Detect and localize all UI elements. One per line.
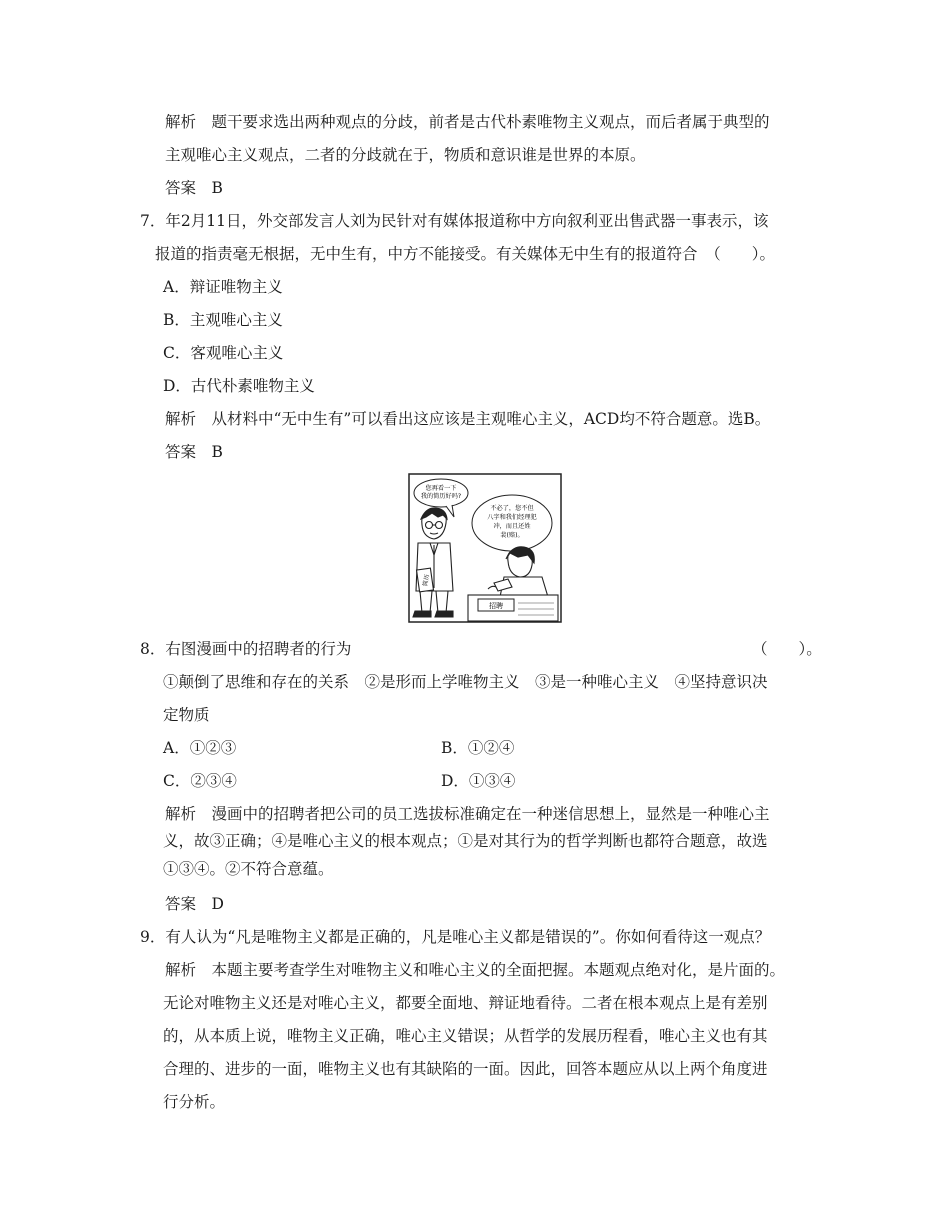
bubble-left-line-2: 我的简历好吗? (420, 493, 462, 500)
q9-analysis-line-5: 行分析。 (163, 1093, 226, 1111)
q6-analysis-line-1: 解析 题干要求选出两种观点的分歧，前者是古代朴素唯物主义观点，而后者属于典型的 (165, 113, 770, 131)
q7-option-d: D．古代朴素唯物主义 (163, 377, 315, 395)
q7-option-a: A．辩证唯物主义 (163, 278, 283, 296)
q7-stem-line-1: 7．年2月11日，外交部发言人刘为民针对有媒体报道称中方向叙利亚出售武器一事表示，该 (140, 212, 769, 230)
bubble-right-line-3: 冲，而且还姓 (493, 523, 531, 530)
q9-analysis-line-1: 解析 本题主要考查学生对唯物主义和唯心主义的全面把握。本题观点绝对化，是片面的。 (165, 961, 786, 979)
q8-option-a: A．①②③ (163, 739, 237, 757)
q8-items-line-1: ①颠倒了思维和存在的关系 ②是形而上学唯物主义 ③是一种唯心主义 ④坚持意识决 (163, 673, 768, 691)
recruiter-cartoon (408, 473, 562, 623)
desk-sign-label: 招聘 (489, 602, 503, 610)
q7-option-c: C．客观唯心主义 (163, 344, 284, 362)
q8-items-line-2: 定物质 (163, 706, 210, 724)
q7-answer: 答案 B (165, 443, 223, 461)
bubble-right-line-2: 八字和我们经理犯 (487, 514, 537, 521)
q8-answer-bracket: （ ）。 (752, 640, 822, 658)
q8-option-c: C．②③④ (163, 772, 237, 790)
q6-analysis-line-2: 主观唯心主义观点，二者的分歧就在于，物质和意识谁是世界的本原。 (165, 146, 646, 164)
q8-stem: 8．右图漫画中的招聘者的行为 (140, 640, 352, 658)
q9-analysis-line-3: 的，从本质上说，唯物主义正确，唯心主义错误；从哲学的发展历程看，唯心主义也有其 (163, 1027, 768, 1045)
bubble-right-line-4: 裴(赔)。 (500, 532, 524, 539)
q6-answer: 答案 B (165, 179, 223, 197)
resume-label: 简历 (421, 573, 431, 587)
q7-stem-line-2: 报道的指责毫无根据，无中生有，中方不能接受。有关媒体无中生有的报道符合 （ ）。 (155, 245, 776, 263)
bubble-left-line-1: 您再看一下 (425, 485, 457, 492)
q8-option-d: D．①③④ (441, 772, 516, 790)
q8-analysis-line-2: 义，故③正确；④是唯心主义的根本观点；①是对其行为的哲学判断也都符合题意，故选 (163, 832, 768, 850)
q9-analysis-line-4: 合理的、进步的一面，唯物主义也有其缺陷的一面。因此，回答本题应从以上两个角度进 (163, 1060, 768, 1078)
q7-option-b: B．主观唯心主义 (163, 311, 283, 329)
q8-answer: 答案 D (165, 895, 224, 913)
q8-option-b: B．①②④ (441, 739, 515, 757)
q8-analysis-line-1: 解析 漫画中的招聘者把公司的员工选拔标准确定在一种迷信思想上，显然是一种唯心主 (165, 805, 770, 823)
q9-stem: 9．有人认为“凡是唯物主义都是正确的，凡是唯心主义都是错误的”。你如何看待这一观点？ (140, 928, 771, 946)
q7-analysis: 解析 从材料中“无中生有”可以看出这应该是主观唯心主义，ACD均不符合题意。选B。 (165, 410, 771, 428)
bubble-right-line-1: 不必了，您不但 (490, 505, 534, 512)
q9-analysis-line-2: 无论对唯物主义还是对唯心主义，都要全面地、辩证地看待。二者在根本观点上是有差别 (163, 994, 768, 1012)
q8-analysis-line-3: ①③④。②不符合意蕴。 (163, 860, 334, 878)
